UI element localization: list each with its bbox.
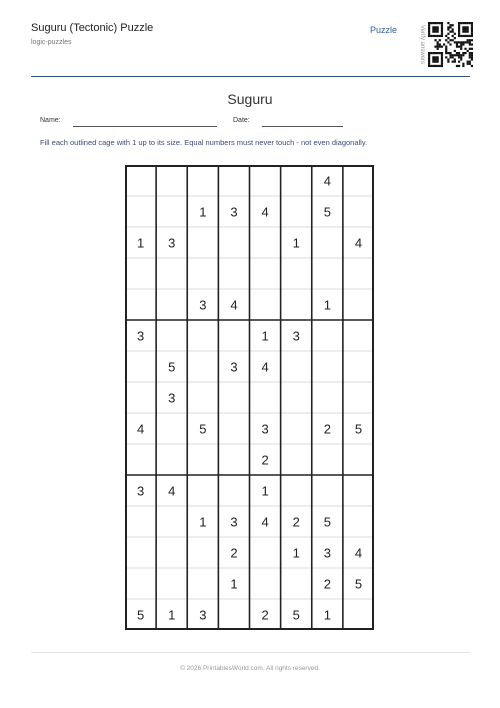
clue-digit: 3 xyxy=(261,421,269,437)
clue-digit: 5 xyxy=(292,607,300,623)
clue-digit: 4 xyxy=(354,235,363,251)
puzzle-type-label: Puzzle xyxy=(370,25,398,35)
header-divider xyxy=(31,76,470,77)
instructions-text: Fill each outlined cage with 1 up to its size. Equal numbers must never touch - not even diagonally. xyxy=(40,138,368,147)
clue-digit: 1 xyxy=(323,297,331,313)
clue-digit: 4 xyxy=(136,421,145,437)
suguru-grid xyxy=(125,165,374,630)
clue-digit: 2 xyxy=(323,421,331,437)
clue-digit: 1 xyxy=(292,545,300,561)
clue-digit: 3 xyxy=(323,545,331,561)
clue-digit: 3 xyxy=(199,607,207,623)
clue-digit: 1 xyxy=(199,204,207,220)
clue-digit: 4 xyxy=(230,297,238,313)
clue-digit: 5 xyxy=(136,607,145,623)
date-label: Date: xyxy=(233,117,250,124)
clue-digit: 3 xyxy=(199,297,207,313)
clue-digit: 1 xyxy=(261,328,269,344)
clue-digit: 3 xyxy=(292,328,300,344)
clue-digit: 4 xyxy=(168,483,176,499)
clue-digit: 5 xyxy=(168,359,176,375)
clue-digit: 2 xyxy=(292,514,300,530)
clue-digit: 2 xyxy=(261,607,269,623)
clue-digit: 2 xyxy=(323,576,331,592)
site-subtitle: logic-puzzles xyxy=(31,39,72,46)
worksheet-title: Suguru xyxy=(227,91,273,107)
clue-digit: 1 xyxy=(199,514,207,530)
site-title: Suguru (Tectonic) Puzzle xyxy=(31,22,154,34)
clue-digit: 1 xyxy=(261,483,269,499)
clue-digit: 3 xyxy=(168,390,176,406)
clue-digit: 5 xyxy=(323,514,331,530)
clue-digit: 5 xyxy=(199,421,207,437)
clue-digit: 3 xyxy=(230,359,238,375)
clue-digit: 4 xyxy=(261,514,269,530)
name-label: Name: xyxy=(40,117,61,124)
clue-digit: 1 xyxy=(168,607,176,623)
clue-digit: 1 xyxy=(136,235,145,251)
clue-digit: 5 xyxy=(323,204,331,220)
footer-copyright: © 2026 PrintablesWorld.com. All rights reserved. xyxy=(180,665,320,672)
clue-digit: 4 xyxy=(261,204,269,220)
clue-digit: 5 xyxy=(354,576,363,592)
clue-digit: 2 xyxy=(230,545,238,561)
clue-digit: 1 xyxy=(292,235,300,251)
clue-digit: 3 xyxy=(136,328,145,344)
name-line xyxy=(73,126,217,127)
clue-digit: 4 xyxy=(354,545,363,561)
qr-code-icon[interactable] xyxy=(428,17,473,72)
verify-answers-label: Verify answers xyxy=(419,25,425,65)
clue-digit: 1 xyxy=(230,576,238,592)
clue-digit: 1 xyxy=(323,607,331,623)
clue-digit: 4 xyxy=(261,359,269,375)
clue-digit: 4 xyxy=(323,173,331,189)
date-line xyxy=(262,126,343,127)
clue-digit: 3 xyxy=(136,483,145,499)
footer-divider xyxy=(31,652,470,653)
clue-digit: 3 xyxy=(230,204,238,220)
clue-digit: 2 xyxy=(261,452,269,468)
clue-digit: 3 xyxy=(168,235,176,251)
clue-digit: 3 xyxy=(230,514,238,530)
clue-digit: 5 xyxy=(354,421,363,437)
